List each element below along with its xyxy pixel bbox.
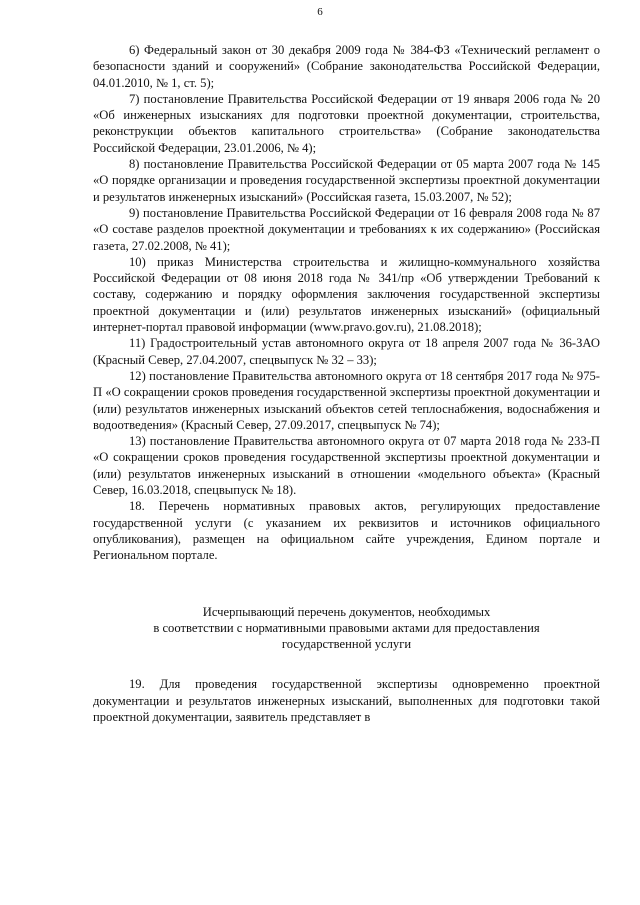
list-item-13: 13) постановление Правительства автономного округа от 07 марта 2018 года № 233-П «О сокращении сроков проведения государственной экспертизы проектной документации и (или) результатов инженерных изысканий в отношении «модельного объекта» (Красный Север, 16.03.2018, спецвыпуск № 18). [93, 434, 600, 498]
list-item-9: 9) постановление Правительства Российской Федерации от 16 февраля 2008 года № 87 «О составе разделов проектной документации и требованиях к их содержанию» (Российская газета, 27.02.2008, № 41); [93, 205, 600, 253]
section-heading-line-2: в соответствии с нормативными правовыми актами для предоставления [153, 620, 540, 635]
list-item-11: 11) Градостроительный устав автономного округа от 18 апреля 2007 года № 36-ЗАО (Красный Север, 27.04.2007, спецвыпуск № 32 – 33); [93, 336, 600, 367]
document-body [93, 42, 600, 725]
list-item-7: 7) постановление Правительства Российской Федерации от 19 января 2006 года № 20 «Об инженерных изысканиях для подготовки проектной документации, строительства, реконструкции объектов капитального строительства» (Собрание законодательства Российской Федерации, 23.01.2006, № 4); [93, 91, 600, 155]
list-item-12: 12) постановление Правительства автономного округа от 18 сентября 2017 года № 975-П «О сокращении сроков проведения государственной экспертизы проектной документации и (или) результатов инженерных изысканий объектов сетей теплоснабжения, водоснабжения и водоотведения» (Красный Север, 27.09.2017, спецвыпуск № 74); [93, 368, 600, 432]
list-item-8: 8) постановление Правительства Российской Федерации от 05 марта 2007 года № 145 «О порядке организации и проведения государственной экспертизы проектной документации и результатов инженерных изысканий» (Российская газета, 15.03.2007, № 52); [93, 157, 600, 204]
list-item-6: 6) Федеральный закон от 30 декабря 2009 года № 384-ФЗ «Технический регламент о безопасности зданий и сооружений» (Собрание законодательства Российской Федерации, 04.01.2010, № 1, ст. 5); [93, 43, 600, 90]
section-heading [93, 604, 600, 653]
list-item-10: 10) приказ Министерства строительства и жилищно-коммунального хозяйства Российской Федерации от 08 июня 2018 года № 341/пр «Об утверждении Требований к составу, содержанию и порядку оформления заключения государственной экспертизы проектной документации и (или) результатов инженерных изысканий» (официальный интернет-портал правовой информации (www.pravo.gov.ru), 21.08.2018); [93, 254, 600, 335]
clause-19: 19. Для проведения государственной экспертизы одновременно проектной документации и результатов инженерных изысканий, выполненных для подготовки такой проектной документации, заявитель представляет в [93, 677, 600, 724]
section-heading-line-1: Исчерпывающий перечень документов, необходимых [202, 604, 491, 619]
page-number: 6 [317, 6, 323, 18]
section-heading-line-3: государственной услуги [281, 637, 412, 652]
clause-18: 18. Перечень нормативных правовых актов, регулирующих предоставление государственной услуги (с указанием их реквизитов и источников официального опубликования), размещен на официальном сайте учреждения, Едином портале и Региональном портале. [93, 499, 600, 563]
